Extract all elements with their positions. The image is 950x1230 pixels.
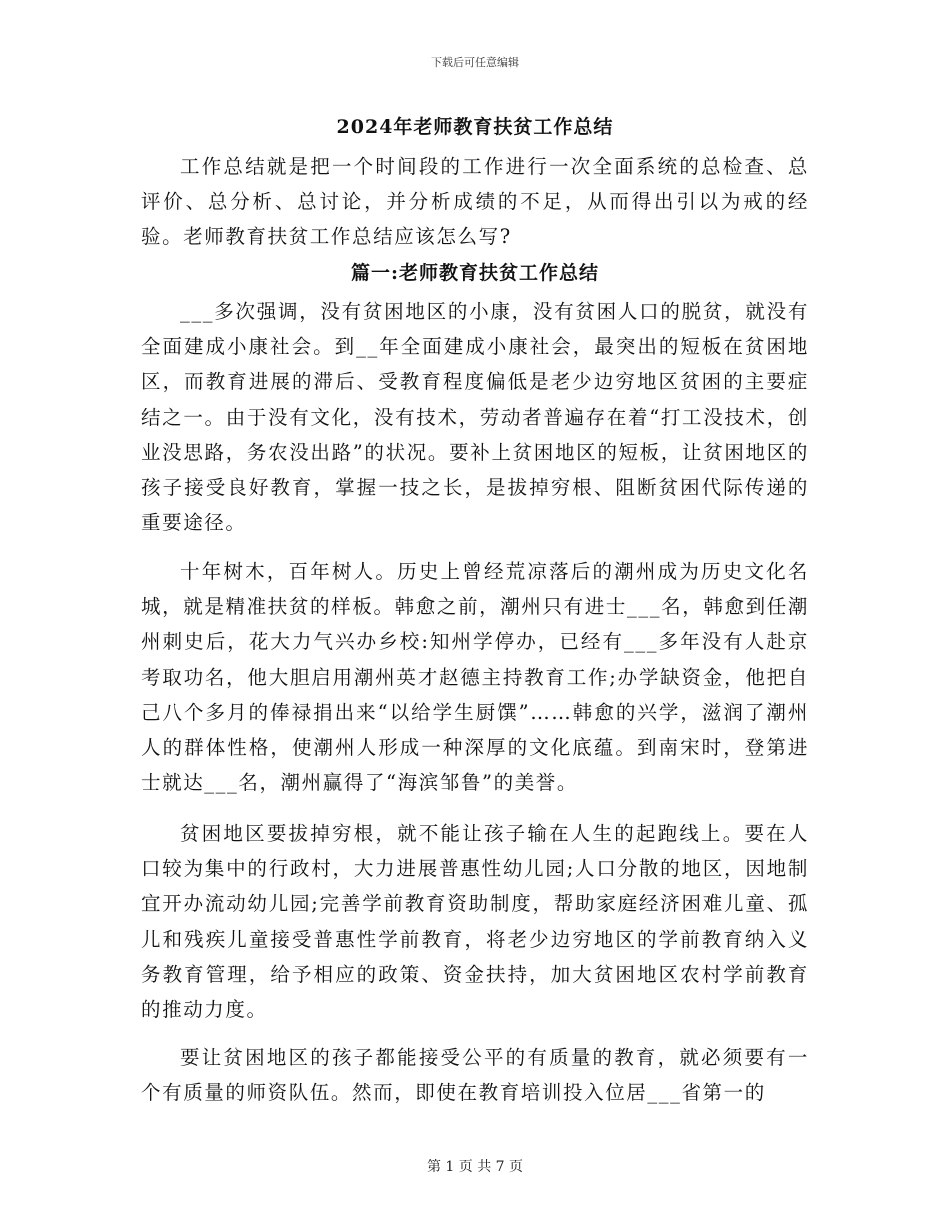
page-title: 2024年老师教育扶贫工作总结 xyxy=(336,116,614,138)
body-paragraph-3: 贫困地区要拔掉穷根，就不能让孩子输在人生的起跑线上。要在人口较为集中的行政村，大力进展普惠性幼儿园;人口分散的地区，因地制宜开办流动幼儿园;完善学前教育资助制度，帮助家庭经济困难儿童、孤儿和残疾儿童接受普惠性学前教育，将老少边穷地区的学前教育纳入义务教育管理，给予相应的政策、资金扶持，加大贫困地区农村学前教育的推动力度。 xyxy=(141,822,809,1022)
header-note: 下载后可任意编辑 xyxy=(431,56,519,69)
section-title: 篇一:老师教育扶贫工作总结 xyxy=(350,262,599,284)
body-paragraph-2: 十年树木，百年树人。历史上曾经荒凉落后的潮州成为历史文化名城，就是精准扶贫的样板。韩愈之前，潮州只有进士___名，韩愈到任潮州刺史后，花大力气兴办乡校:知州学停办，已经有___多年没有人赴京考取功名，他大胆启用潮州英才赵德主持教育工作;办学缺资金，他把自己八个多月的俸禄捐出来“以给学生厨馔”……韩愈的兴学，滋润了潮州人的群体性格，使潮州人形成一种深厚的文化底蕴。到南宋时，登第进士就达___名，潮州赢得了“海滨邹鲁”的美誉。 xyxy=(141,560,809,795)
body-paragraph-4: 要让贫困地区的孩子都能接受公平的有质量的教育，就必须要有一个有质量的师资队伍。然而，即使在教育培训投入位居___省第一的 xyxy=(141,1046,809,1105)
page-number: 第 1 页 共 7 页 xyxy=(426,1159,524,1175)
intro-paragraph: 工作总结就是把一个时间段的工作进行一次全面系统的总检查、总评价、总分析、总讨论，并分析成绩的不足，从而得出引以为戒的经验。老师教育扶贫工作总结应该怎么写? xyxy=(141,155,809,249)
body-paragraph-1: ___多次强调，没有贫困地区的小康，没有贫困人口的脱贫，就没有全面建成小康社会。到__年全面建成小康社会，最突出的短板在贫困地区，而教育进展的滞后、受教育程度偏低是老少边穷地区贫困的主要症结之一。由于没有文化，没有技术，劳动者普遍存在着“打工没技术，创业没思路，务农没出路”的状况。要补上贫困地区的短板，让贫困地区的孩子接受良好教育，掌握一技之长，是拔掉穷根、阻断贫困代际传递的重要途径。 xyxy=(141,300,809,535)
